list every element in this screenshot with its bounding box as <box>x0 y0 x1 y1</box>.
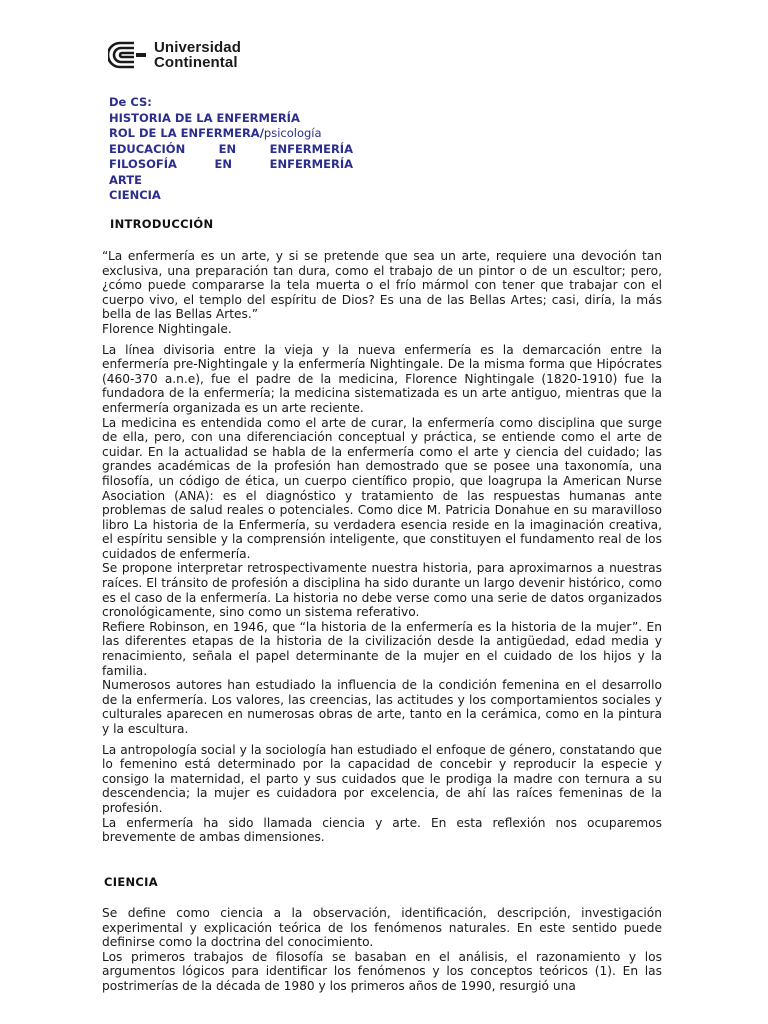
paragraph: Se propone interpretar retrospectivamente nuestra historia, para aproximarnos a nuestras raíces. El tránsito de profesión a disciplina ha sido durante un largo devenir histórico, como es el caso de la enfermería. La historia no debe verse como una serie de datos organizados cronológicamente, sino como un sistema referativo. <box>102 561 662 620</box>
paragraph: Refiere Robinson, en 1946, que “la historia de la enfermería es la historia de la mujer”. En las diferentes etapas de la historia de la civilización desde la antigüedad, edad media y renacimiento, señala el papel determinante de la mujer en el cuidado de los hijos y la familia. <box>102 619 662 678</box>
paragraph-attribution: Florence Nightingale. <box>102 321 232 336</box>
paragraph: La enfermería ha sido llamada ciencia y arte. En esta reflexión nos ocuparemos brevemente de ambas dimensiones. <box>102 815 662 845</box>
paragraph-quote: “La enfermería es un arte, y si se pretende que sea un arte, requiere una devoción tan exclusiva, una preparación tan dura, como el trabajo de un pintor o de un escultor; pero, ¿cómo puede compararse la tela muerta o el frío mármol con tener que trabajar con el cuerpo vivo, el templo del espíritu de Dios? Es una de las Bellas Artes; casi, diría, la más bella de las Bellas Artes.” <box>102 249 662 322</box>
intro-body <box>102 249 662 845</box>
topic-rol-suffix: psicología <box>263 126 322 140</box>
brand-line-2: Continental <box>154 54 238 71</box>
university-logo <box>108 40 241 70</box>
topic-educacion: EDUCACIÓN EN ENFERMERÍA <box>109 141 353 156</box>
paragraph: La línea divisoria entre la vieja y la nueva enfermería es la demarcación entre la enfermería pre-Nightingale y la enfermería Nightingale. De la misma forma que Hipócrates (460-370 a.n.e), fue el padre de la medicina, Florence Nightingale (1820-1910) fue la fundadora de la enfermería; la medicina sistematizada es un arte antiguo, mientras que la enfermería organizada es un arte reciente. <box>102 342 662 415</box>
intro-heading: INTRODUCCIÓN <box>110 217 214 231</box>
paragraph: La antropología social y la sociología han estudiado el enfoque de género, constatando que lo femenino está determinado por la capacidad de concebir y reproducir la especie y consigo la maternidad, el parto y sus cuidados que le prodiga la madre con ternura a su descendencia; la mujer es cuidadora por excelencia, de ahí las raíces femeninas de la profesión. <box>102 742 662 815</box>
topic-filosofia: FILOSOFÍA EN ENFERMERÍA <box>109 157 353 171</box>
paragraph: Los primeros trabajos de filosofía se basaban en el análisis, el razonamiento y los argumentos lógicos para identificar los fenómenos y los conceptos teóricos (1). En las postrimerías de la década de 1980 y los primeros años de 1990, resurgió una <box>102 949 662 993</box>
topics-list <box>109 95 353 204</box>
topic-rol-main: ROL DE LA ENFERMERA/ <box>109 126 264 140</box>
topic-arte: ARTE <box>109 172 142 187</box>
ciencia-heading: CIENCIA <box>104 875 158 889</box>
paragraph: Numerosos autores han estudiado la influencia de la condición femenina en el desarrollo de la enfermería. Los valores, las creencias, las actitudes y los comportamientos sociales y culturales aparecen en numerosas obras de arte, tanto en la cerámica, como en la pintura y la escultura. <box>102 678 662 736</box>
topic-de-cs: De CS: <box>109 95 152 109</box>
paragraph: La medicina es entendida como el arte de curar, la enfermería como disciplina que surge de ella, pero, con una diferenciación conceptual y práctica, se entiende como el arte de cuidar. En la actualidad se habla de la enfermería como el arte y ciencia del cuidado; las grandes académicas de la profesión han demostrado que se posee una taxonomía, una filosofía, un código de ética, un cuerpo científico propio, que loagrupa la American Nurse Asociation (ANA): es el diagnóstico y tratamiento de las respuestas humanas ante problemas de salud reales o potenciales. Como dice M. Patricia Donahue en su maravilloso libro La historia de la Enfermería, su verdadera esencia reside en la imaginación creativa, el espíritu sensible y la comprensión inteligente, que constituyen el fundamento real de los cuidados de enfermería. <box>102 415 662 561</box>
paragraph: Se define como ciencia a la observación, identificación, descripción, investigación experimental y explicación teórica de los fenómenos naturales. En este sentido puede definirse como la doctrina del conocimiento. <box>102 906 662 950</box>
logo-mark-icon <box>108 41 148 69</box>
topic-historia: HISTORIA DE LA ENFERMERÍA <box>109 110 300 125</box>
brand-line-1: Universidad <box>154 39 241 56</box>
topic-rol <box>109 126 353 142</box>
ciencia-body <box>102 906 662 994</box>
topic-ciencia: CIENCIA <box>109 188 161 202</box>
